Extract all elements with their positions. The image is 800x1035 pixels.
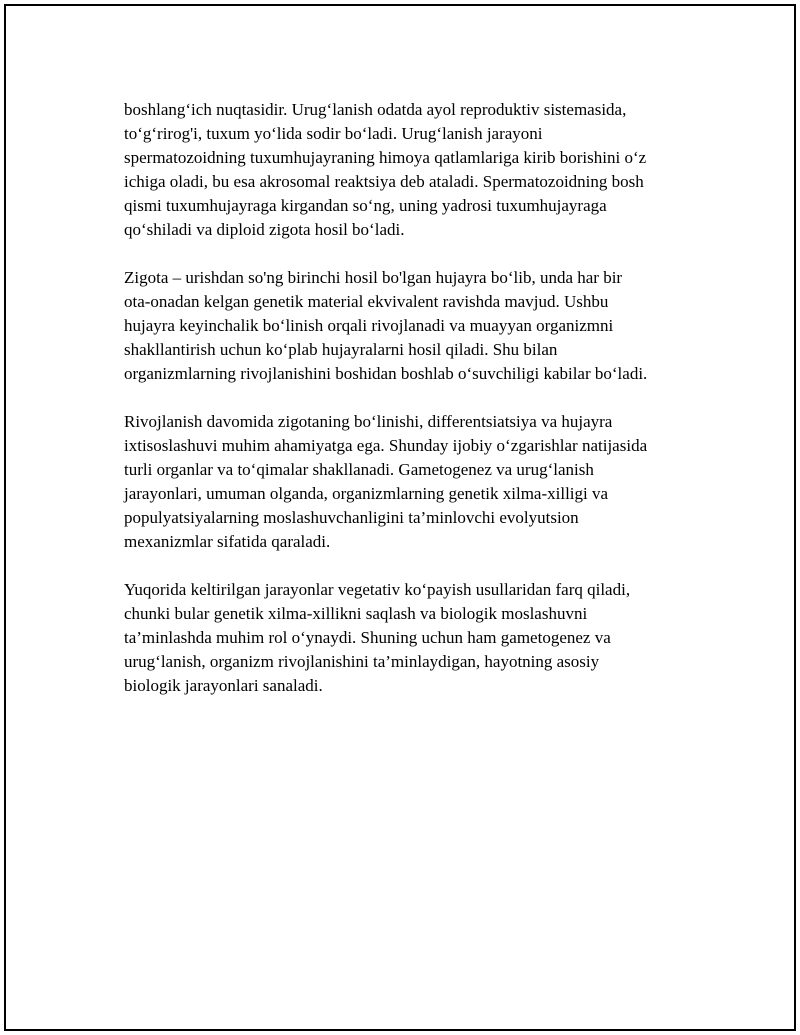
text-line: qo‘shiladi va diploid zigota hosil bo‘ladi. [124, 220, 405, 239]
text-line: ichiga oladi, bu esa akrosomal reaktsiya deb ataladi. Spermatozoidning bosh [124, 172, 644, 191]
text-line: biologik jarayonlari sanaladi. [124, 676, 323, 695]
text-line: urug‘lanish, organizm rivojlanishini ta’minlaydigan, hayotning asosiy [124, 652, 600, 671]
text-line: ota-onadan kelgan genetik material ekvivalent ravishda mavjud. Ushbu [124, 292, 609, 311]
text-line: chunki bular genetik xilma-xillikni saqlash va biologik moslashuvni [124, 604, 588, 623]
text-line: jarayonlari, umuman olganda, organizmlarning genetik xilma-xilligi va [124, 484, 609, 503]
text-line: to‘g‘rirog'i, tuxum yo‘lida sodir bo‘ladi. Urug‘lanish jarayoni [124, 124, 543, 143]
text-line: mexanizmlar sifatida qaraladi. [124, 532, 331, 551]
document-body [124, 98, 704, 722]
text-line: spermatozoidning tuxumhujayraning himoya qatlamlariga kirib borishini o‘z [124, 148, 647, 167]
text-line: Rivojlanish davomida zigotaning bo‘linishi, differentsiatsiya va hujayra [124, 412, 613, 431]
text-line: qismi tuxumhujayraga kirgandan so‘ng, uning yadrosi tuxumhujayraga [124, 196, 607, 215]
paragraph-conclusion [124, 578, 704, 698]
page-frame [4, 4, 796, 1031]
text-line: ixtisoslashuvi muhim ahamiyatga ega. Shunday ijobiy o‘zgarishlar natijasida [124, 436, 648, 455]
text-line: populyatsiyalarning moslashuvchanligini ta’minlovchi evolyutsion [124, 508, 579, 527]
text-line: organizmlarning rivojlanishini boshidan boshlab o‘suvchiligi kabilar bo‘ladi. [124, 364, 648, 383]
text-line: Zigota – urishdan so'ng birinchi hosil bo'lgan hujayra bo‘lib, unda har bir [124, 268, 623, 287]
text-line: hujayra keyinchalik bo‘linish orqali rivojlanadi va muayyan organizmni [124, 316, 614, 335]
text-line: Yuqorida keltirilgan jarayonlar vegetativ ko‘payish usullaridan farq qiladi, [124, 580, 631, 599]
text-line: boshlang‘ich nuqtasidir. Urug‘lanish odatda ayol reproduktiv sistemasida, [124, 100, 627, 119]
text-line: ta’minlashda muhim rol o‘ynaydi. Shuning uchun ham gametogenez va [124, 628, 611, 647]
paragraph-development [124, 410, 704, 554]
text-line: turli organlar va to‘qimalar shakllanadi. Gametogenez va urug‘lanish [124, 460, 594, 479]
paragraph-zygote [124, 266, 704, 386]
paragraph-fertilization [124, 98, 704, 242]
text-line: shakllantirish uchun ko‘plab hujayralarni hosil qiladi. Shu bilan [124, 340, 558, 359]
